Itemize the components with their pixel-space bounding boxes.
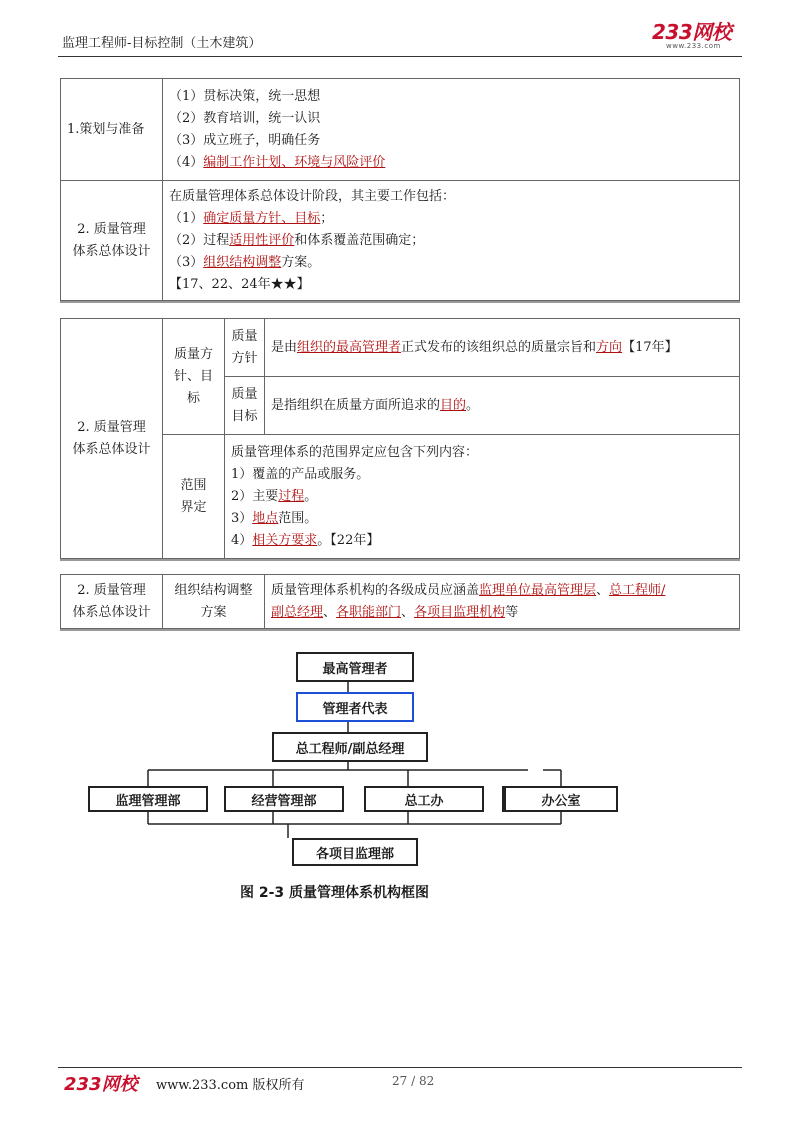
highlight-text: 过程 (278, 488, 305, 504)
intro-text: 质量管理体系的范围界定应包含下列内容： (231, 444, 479, 460)
highlight-text: 副总经理 (271, 604, 324, 620)
table-row (61, 181, 740, 301)
highlight-text: 确定质量方针、目标 (203, 210, 321, 226)
list-item: （3）组织结构调整方案。 (169, 254, 321, 270)
list-item: （4）编制工作计划、环境与风险评价 (169, 154, 386, 170)
highlight-text: 编制工作计划、环境与风险评价 (203, 154, 386, 170)
org-box-chief: 总工程师/副总经理 (272, 732, 428, 762)
highlight-text: 方向 (596, 339, 623, 355)
highlight-text: 目的 (440, 397, 467, 413)
highlight-text: 各职能部门 (336, 604, 402, 620)
org-box-dept: 总工办 (364, 786, 484, 812)
header-divider (58, 56, 742, 57)
policy-content: 是由组织的最高管理者正式发布的该组织总的质量宗旨和方向【17年】 (265, 319, 740, 377)
intro-text: 在质量管理体系总体设计阶段，其主要工作包括： (169, 188, 456, 204)
org-box-bottom: 各项目监理部 (292, 838, 418, 866)
brand-logo (652, 22, 742, 52)
org-box-dept: 监理管理部 (88, 786, 208, 812)
table-plan-design (60, 78, 740, 301)
highlight-text: 适用性评价 (229, 232, 295, 248)
org-plan-content: 质量管理体系机构的各级成员应涵盖监理单位最高管理层、总工程师/ 副总经理、各职能部门、各项目监理机构等 (265, 575, 740, 629)
footer-copyright: www.233.com 版权所有 (156, 1078, 305, 1093)
table-row (61, 79, 740, 181)
figure-caption: 图 2-3 质量管理体系机构框图 (240, 885, 430, 901)
row-label-design: 2. 质量管理 体系总体设计 (61, 319, 163, 559)
list-item: （1）确定质量方针、目标； (169, 210, 334, 226)
org-box-dept-office: 办公室 (504, 786, 618, 812)
row-label-design: 2. 质量管理 体系总体设计 (61, 181, 163, 301)
org-chart (88, 648, 528, 878)
footer-brand-logo: 233网校 (64, 1074, 138, 1095)
row-label-plan: 1.策划与准备 (61, 79, 163, 181)
highlight-text: 各项目监理机构 (414, 604, 506, 620)
list-item: （2）过程适用性评价和体系覆盖范围确定； (169, 232, 425, 248)
row-content-plan (163, 79, 740, 181)
row-label-design: 2. 质量管理 体系总体设计 (61, 575, 163, 629)
list-item: 4）相关方要求。【22年】 (231, 532, 380, 548)
org-box-dept: 经营管理部 (224, 786, 344, 812)
table-row (61, 575, 740, 629)
policy-label: 质量 方针 (225, 319, 265, 377)
logo-main-text: 233网校 (652, 20, 732, 44)
list-item: （1）贯标决策，统一思想 (169, 88, 321, 104)
highlight-text: 相关方要求 (252, 532, 318, 548)
highlight-text: 总工程师/ (609, 582, 666, 598)
scope-content (225, 435, 740, 559)
highlight-text: 地点 (252, 510, 279, 526)
goal-label: 质量 目标 (225, 377, 265, 435)
table-row (61, 319, 740, 377)
logo-url-text: www.233.com (666, 42, 721, 50)
table-org-structure (60, 574, 740, 629)
document-header-title: 监理工程师-目标控制（土木建筑） (62, 36, 262, 51)
table-policy-scope (60, 318, 740, 559)
highlight-text: 组织结构调整 (203, 254, 282, 270)
highlight-text: 监理单位最高管理层 (479, 582, 597, 598)
list-item: 3）地点范围。 (231, 510, 318, 526)
page-number: 27 / 82 (392, 1074, 435, 1088)
org-plan-label: 组织结构调整 方案 (163, 575, 265, 629)
exam-years: 【17、22、24年★★】 (169, 276, 310, 292)
list-item: 1）覆盖的产品或服务。 (231, 466, 370, 482)
row-content-design (163, 181, 740, 301)
group-label-policy-goal: 质量方 针、目 标 (163, 319, 225, 435)
list-item: 2）主要过程。 (231, 488, 318, 504)
footer-divider (58, 1067, 742, 1068)
org-box-top: 最高管理者 (296, 652, 414, 682)
scope-label: 范围 界定 (163, 435, 225, 559)
list-item: （3）成立班子，明确任务 (169, 132, 321, 148)
org-box-rep: 管理者代表 (296, 692, 414, 722)
table-row (61, 435, 740, 559)
goal-content: 是指组织在质量方面所追求的目的。 (265, 377, 740, 435)
highlight-text: 组织的最高管理者 (297, 339, 402, 355)
list-item: （2）教育培训，统一认识 (169, 110, 321, 126)
